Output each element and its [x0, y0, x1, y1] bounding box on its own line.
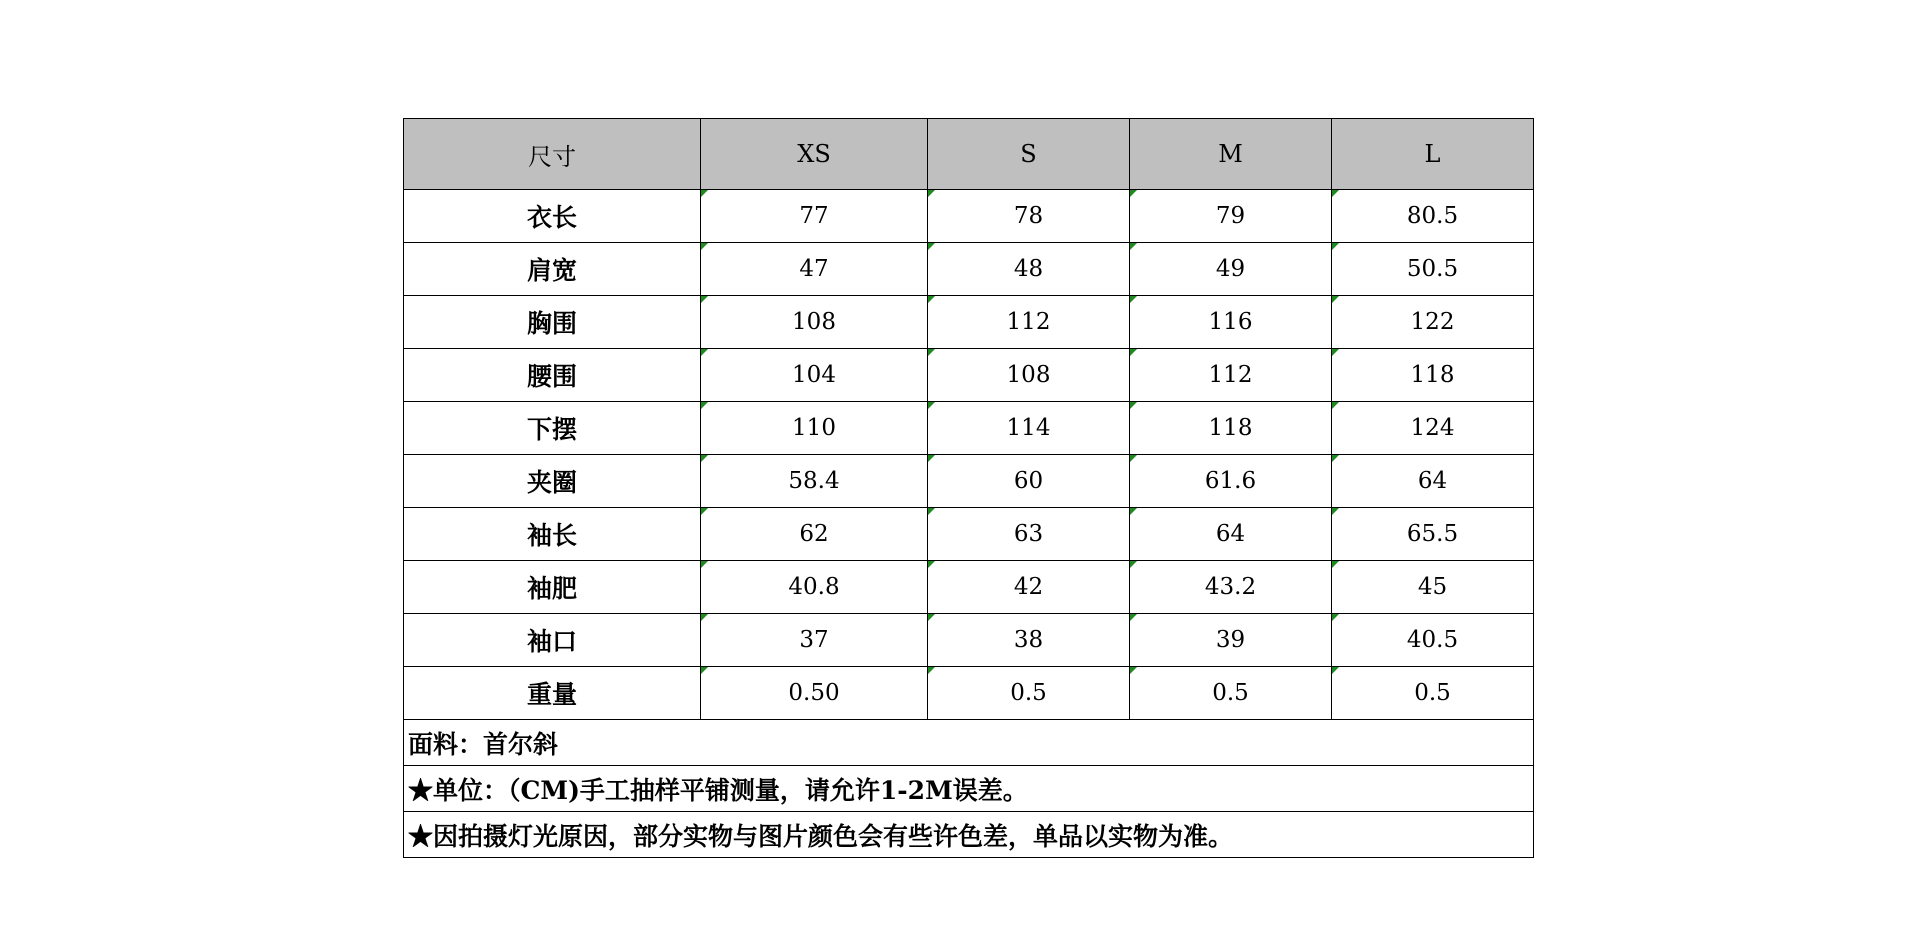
header-size-xs: XS: [701, 119, 928, 190]
table-cell: [1130, 190, 1332, 243]
cell-value: 43.2: [1204, 574, 1257, 600]
cell-comment-marker: [1130, 296, 1137, 303]
cell-value: 110: [792, 415, 836, 441]
disclaimer-note-row: [404, 812, 1534, 858]
cell-comment-marker: [1130, 349, 1137, 356]
cell-value: 118: [1410, 362, 1455, 388]
cell-comment-marker: [701, 349, 708, 356]
table-cell: [928, 243, 1130, 296]
cell-value: 37: [799, 627, 829, 653]
row-label: 夹圈: [404, 455, 701, 508]
table-cell: [1332, 243, 1534, 296]
table-cell: [928, 296, 1130, 349]
cell-value: 62: [799, 521, 829, 547]
table-cell: [1130, 455, 1332, 508]
unit-note: ★单位：（CM)手工抽样平铺测量，请允许1-2M误差。: [404, 766, 1534, 812]
table-cell: [928, 561, 1130, 614]
cell-comment-marker: [701, 614, 708, 621]
cell-comment-marker: [701, 296, 708, 303]
cell-value: 108: [792, 309, 836, 335]
cell-comment-marker: [1130, 190, 1137, 197]
cell-comment-marker: [1332, 243, 1339, 250]
cell-value: 104: [792, 362, 836, 388]
cell-value: 114: [1006, 415, 1051, 441]
cell-value: 122: [1410, 309, 1455, 335]
fabric-note: 面料：首尔斜: [404, 720, 1534, 766]
cell-comment-marker: [928, 455, 935, 462]
cell-value: 38: [1013, 627, 1044, 653]
table-cell: [1130, 349, 1332, 402]
cell-comment-marker: [928, 243, 935, 250]
table-cell: [701, 349, 928, 402]
table-cell: [928, 455, 1130, 508]
table-cell: [1332, 402, 1534, 455]
cell-comment-marker: [701, 243, 708, 250]
table-cell: [701, 243, 928, 296]
cell-comment-marker: [1130, 667, 1137, 674]
table-cell: [701, 667, 928, 720]
cell-value: 65.5: [1406, 521, 1459, 547]
table-row: [404, 243, 1534, 296]
cell-comment-marker: [1130, 402, 1137, 409]
cell-value: 0.5: [1414, 680, 1451, 706]
cell-comment-marker: [928, 296, 935, 303]
header-size-label: 尺寸: [404, 119, 701, 190]
table-cell: [1130, 667, 1332, 720]
table-cell: [928, 190, 1130, 243]
cell-comment-marker: [1332, 190, 1339, 197]
disclaimer-note: ★因拍摄灯光原因，部分实物与图片颜色会有些许色差，单品以实物为准。: [404, 812, 1534, 858]
cell-comment-marker: [1332, 508, 1339, 515]
cell-comment-marker: [701, 402, 708, 409]
cell-value: 80.5: [1406, 203, 1459, 229]
row-label: 袖口: [404, 614, 701, 667]
table-cell: [928, 667, 1130, 720]
table-cell: [928, 614, 1130, 667]
cell-value: 40.8: [788, 574, 840, 600]
cell-value: 118: [1208, 415, 1253, 441]
cell-value: 77: [799, 203, 829, 229]
cell-value: 0.5: [1010, 680, 1047, 706]
cell-value: 50.5: [1406, 256, 1459, 282]
row-label: 肩宽: [404, 243, 701, 296]
cell-value: 60: [1013, 468, 1044, 494]
row-label: 重量: [404, 667, 701, 720]
row-label: 袖肥: [404, 561, 701, 614]
cell-value: 47: [799, 256, 829, 282]
header-size-m: M: [1130, 119, 1332, 190]
unit-note-row: [404, 766, 1534, 812]
cell-value: 42: [1013, 574, 1044, 600]
header-size-s: S: [928, 119, 1130, 190]
table-cell: [1332, 561, 1534, 614]
cell-value: 39: [1215, 627, 1246, 653]
cell-comment-marker: [1130, 508, 1137, 515]
table-cell: [1130, 402, 1332, 455]
cell-value: 48: [1013, 256, 1044, 282]
cell-comment-marker: [1130, 243, 1137, 250]
cell-comment-marker: [928, 561, 935, 568]
header-row: [404, 119, 1534, 190]
cell-value: 49: [1215, 256, 1246, 282]
table-cell: [1332, 296, 1534, 349]
cell-comment-marker: [928, 349, 935, 356]
cell-comment-marker: [701, 561, 708, 568]
table-row: [404, 561, 1534, 614]
cell-value: 45: [1417, 574, 1448, 600]
table-cell: [1332, 508, 1534, 561]
cell-value: 64: [1215, 521, 1246, 547]
fabric-note-row: [404, 720, 1534, 766]
cell-value: 78: [1013, 203, 1044, 229]
table-cell: [1130, 561, 1332, 614]
table-cell: [1130, 614, 1332, 667]
cell-comment-marker: [1130, 614, 1137, 621]
cell-comment-marker: [928, 190, 935, 197]
cell-comment-marker: [928, 402, 935, 409]
table-cell: [701, 508, 928, 561]
cell-value: 40.5: [1406, 627, 1459, 653]
table-cell: [701, 561, 928, 614]
row-label: 下摆: [404, 402, 701, 455]
table-cell: [701, 402, 928, 455]
table-row: [404, 455, 1534, 508]
cell-comment-marker: [1130, 455, 1137, 462]
cell-comment-marker: [1332, 667, 1339, 674]
cell-comment-marker: [701, 190, 708, 197]
cell-comment-marker: [1332, 561, 1339, 568]
cell-value: 0.5: [1212, 680, 1249, 706]
table-cell: [928, 402, 1130, 455]
table-cell: [1332, 455, 1534, 508]
cell-value: 116: [1208, 309, 1253, 335]
cell-value: 108: [1006, 362, 1051, 388]
table-row: [404, 296, 1534, 349]
cell-comment-marker: [928, 508, 935, 515]
table-cell: [1332, 667, 1534, 720]
table-cell: [928, 349, 1130, 402]
cell-comment-marker: [701, 455, 708, 462]
cell-comment-marker: [1332, 402, 1339, 409]
table-cell: [701, 455, 928, 508]
cell-comment-marker: [1332, 614, 1339, 621]
cell-value: 64: [1417, 468, 1448, 494]
cell-comment-marker: [1332, 296, 1339, 303]
table-row: [404, 614, 1534, 667]
row-label: 胸围: [404, 296, 701, 349]
table-cell: [1332, 349, 1534, 402]
row-label: 衣长: [404, 190, 701, 243]
table-row: [404, 349, 1534, 402]
table-cell: [1130, 508, 1332, 561]
table-row: [404, 667, 1534, 720]
cell-value: 112: [1006, 309, 1051, 335]
table-cell: [701, 190, 928, 243]
cell-value: 61.6: [1204, 468, 1257, 494]
cell-comment-marker: [1332, 455, 1339, 462]
cell-value: 0.50: [788, 680, 840, 706]
cell-value: 79: [1215, 203, 1246, 229]
cell-value: 58.4: [788, 468, 840, 494]
cell-value: 124: [1410, 415, 1455, 441]
cell-value: 112: [1208, 362, 1253, 388]
cell-comment-marker: [1332, 349, 1339, 356]
table-cell: [1332, 190, 1534, 243]
table-cell: [701, 614, 928, 667]
table-cell: [1130, 243, 1332, 296]
header-size-l: L: [1332, 119, 1534, 190]
cell-comment-marker: [701, 508, 708, 515]
row-label: 袖长: [404, 508, 701, 561]
table-cell: [1332, 614, 1534, 667]
cell-comment-marker: [928, 667, 935, 674]
cell-comment-marker: [701, 667, 708, 674]
table-cell: [1130, 296, 1332, 349]
table-row: [404, 508, 1534, 561]
size-chart-table: [403, 118, 1534, 858]
table-row: [404, 190, 1534, 243]
cell-value: 63: [1013, 521, 1044, 547]
table-cell: [928, 508, 1130, 561]
row-label: 腰围: [404, 349, 701, 402]
cell-comment-marker: [928, 614, 935, 621]
cell-comment-marker: [1130, 561, 1137, 568]
table-row: [404, 402, 1534, 455]
table-cell: [701, 296, 928, 349]
